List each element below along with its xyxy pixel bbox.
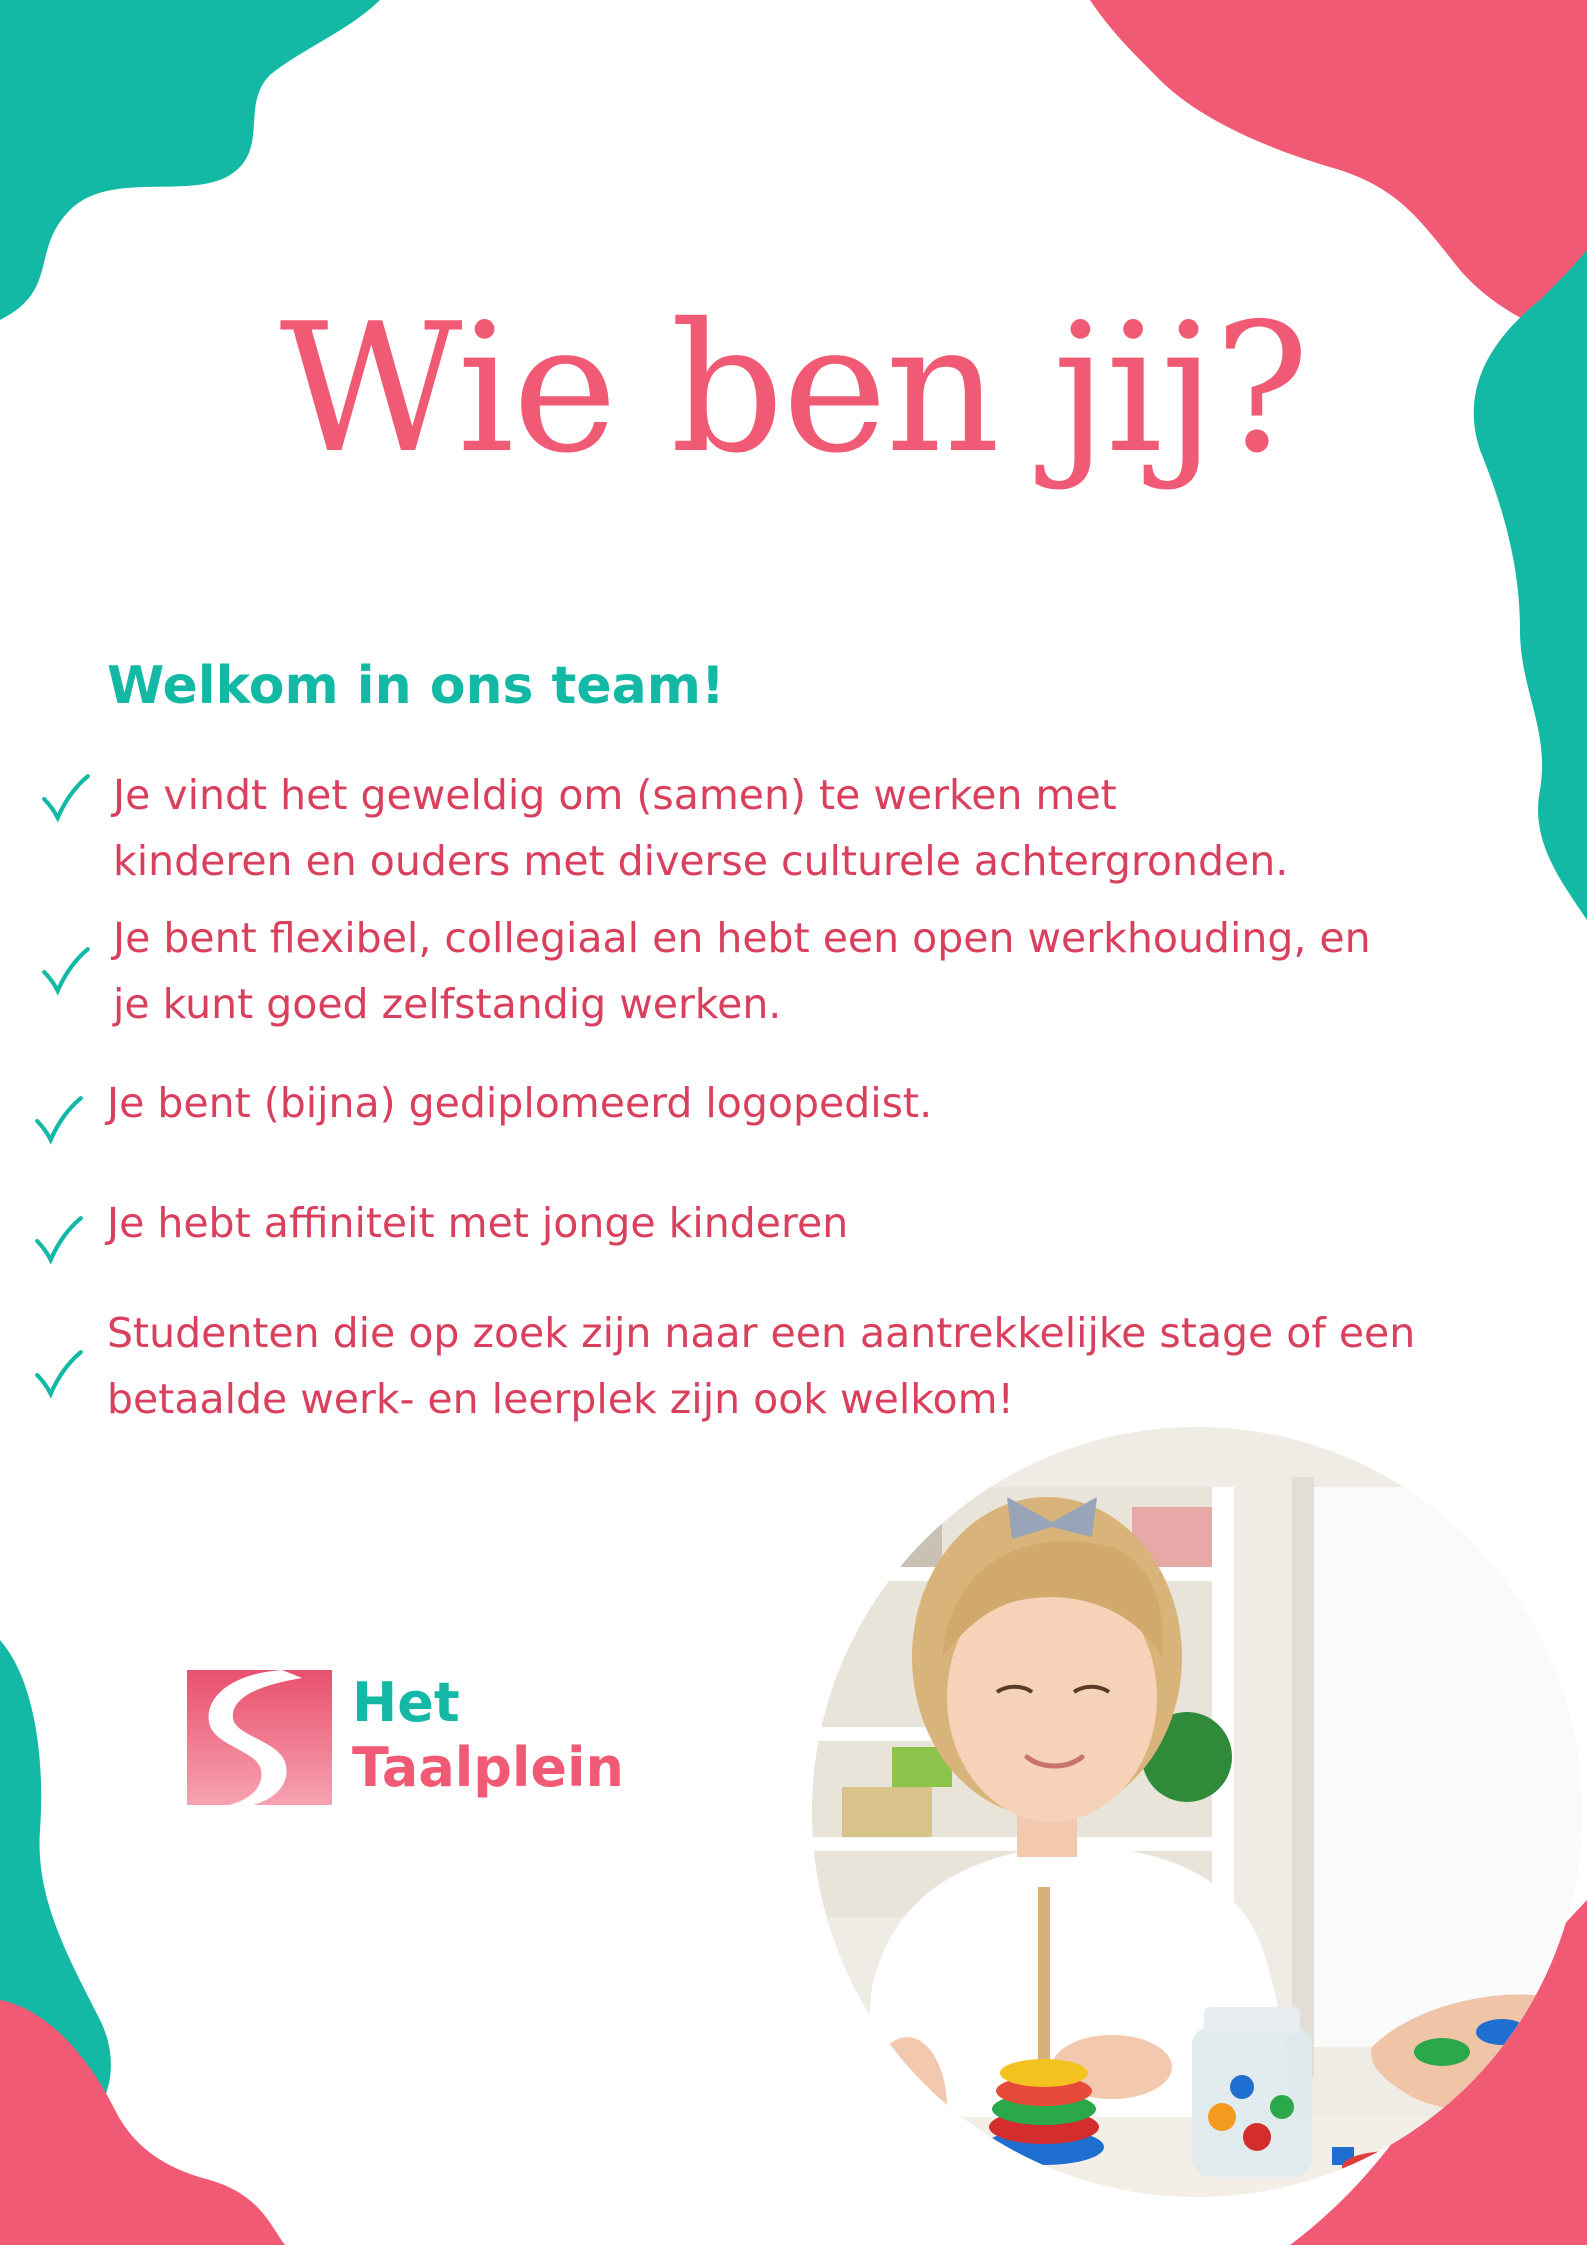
check-icon bbox=[33, 1094, 85, 1146]
taalplein-logo-mark-icon bbox=[187, 1670, 332, 1805]
check-icon bbox=[33, 1214, 85, 1266]
list-item-line: Je bent flexibel, collegiaal en hebt een open werkhouding, en bbox=[113, 914, 1371, 962]
check-icon bbox=[40, 945, 92, 997]
teal-blob-top-left bbox=[0, 0, 380, 320]
list-item-line: betaalde werk- en leerplek zijn ook welkom! bbox=[107, 1375, 1014, 1423]
logo-text-het: Het bbox=[352, 1671, 460, 1734]
list-item-line: je kunt goed zelfstandig werken. bbox=[113, 980, 782, 1028]
list-item-line: Je vindt het geweldig om (samen) te werken met bbox=[113, 771, 1117, 819]
list-item-line: kinderen en ouders met diverse culturele achtergronden. bbox=[113, 837, 1289, 885]
check-icon bbox=[33, 1348, 85, 1400]
het-taalplein-logo bbox=[187, 1668, 667, 1808]
list-item-line: Studenten die op zoek zijn naar een aantrekkelijke stage of een bbox=[107, 1309, 1416, 1357]
list-item-line: Je hebt affiniteit met jonge kinderen bbox=[107, 1199, 849, 1247]
list-item-line: Je bent (bijna) gediplomeerd logopedist. bbox=[107, 1079, 933, 1127]
pink-blob-bottom-left bbox=[0, 2000, 285, 2245]
girl-playing-with-stacking-rings-photo bbox=[812, 1427, 1582, 2197]
logo-text-taalplein: Taalplein bbox=[352, 1736, 625, 1799]
page-title: Wie ben jij? bbox=[279, 285, 1308, 492]
welcome-subtitle: Welkom in ons team! bbox=[107, 656, 725, 716]
check-icon bbox=[40, 772, 92, 824]
